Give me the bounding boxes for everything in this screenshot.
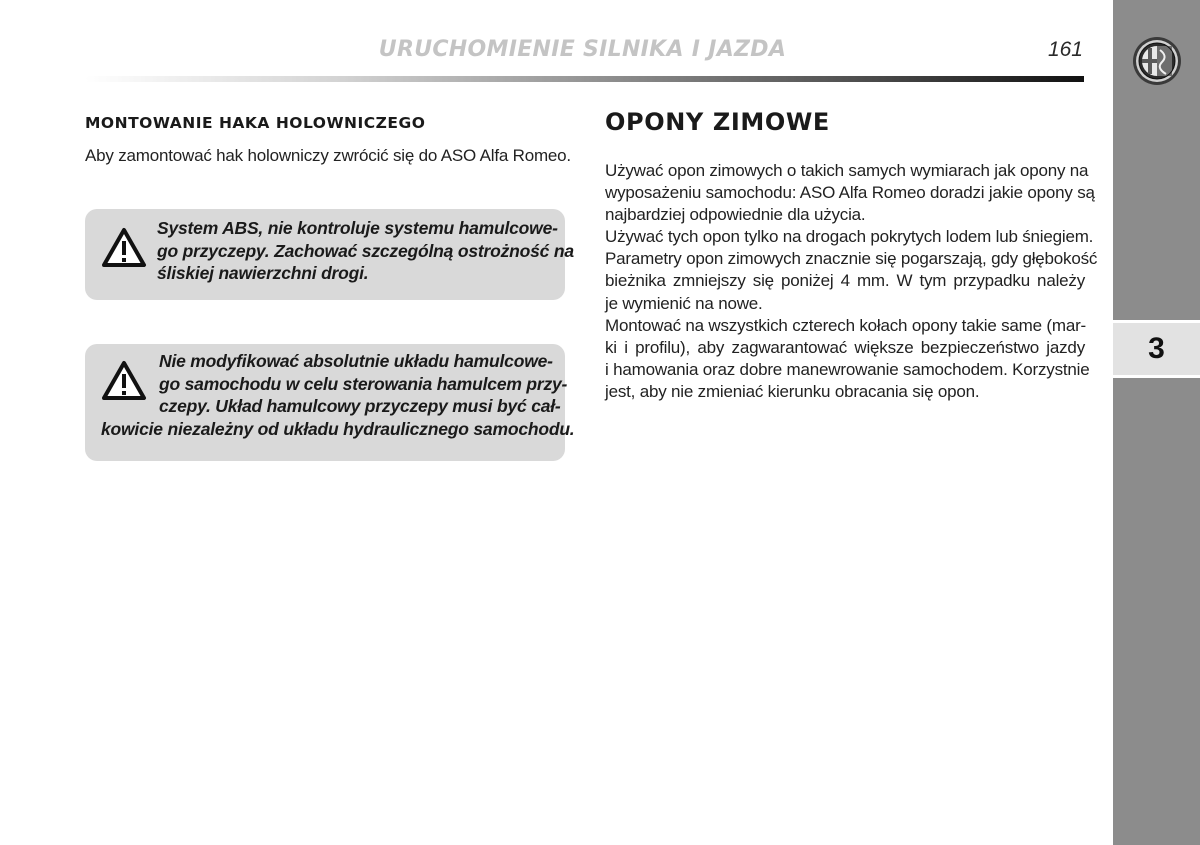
text-line: wyposażeniu samochodu: ASO Alfa Romeo doradzi jakie opony są <box>605 183 1095 203</box>
text-line: Używać tych opon tylko na drogach pokrytych lodem lub śniegiem. <box>605 227 1094 247</box>
paragraph <box>605 226 1098 314</box>
chapter-sidebar <box>1113 0 1200 845</box>
warning-box-abs <box>85 209 574 300</box>
section-heading-towing-hook: MONTOWANIE HAKA HOLOWNICZEGO <box>85 114 426 132</box>
warning-line: czepy. Układ hamulcowy przyczepy musi być cał- <box>159 396 561 416</box>
brand-logo-icon <box>1132 36 1182 86</box>
warning-line: śliskiej nawierzchni drogi. <box>157 263 369 283</box>
text-line: najbardziej odpowiednie dla użycia. <box>605 205 866 225</box>
warning-box-brake-system <box>85 344 575 461</box>
text-line: Montować na wszystkich czterech kołach opony takie same (mar- <box>605 315 1086 335</box>
warning-line: kowicie niezależny od układu hydraulicznego samochodu. <box>101 418 575 439</box>
towing-hook-intro: Aby zamontować hak holowniczy zwrócić się do ASO Alfa Romeo. <box>85 146 571 165</box>
warning-line: System ABS, nie kontroluje systemu hamulcowe- <box>157 218 558 238</box>
warning-text-abs <box>157 217 574 285</box>
warning-triangle-icon <box>101 227 147 269</box>
text-line: i hamowania oraz dobre manewrowanie samochodem. Korzystnie <box>605 359 1090 379</box>
text-line: Parametry opon zimowych znacznie się pogarszają, gdy głębokość <box>605 249 1098 269</box>
warning-line: go przyczepy. Zachować szczególną ostrożność na <box>157 240 574 261</box>
header-rule <box>85 76 1084 82</box>
warning-line: go samochodu w celu sterowania hamulcem przy- <box>159 373 568 394</box>
text-line: ki i profilu), aby zagwarantować większe bezpieczeństwo jazdy <box>605 337 1085 357</box>
paragraph <box>605 315 1090 403</box>
page-number: 161 <box>1047 38 1083 61</box>
warning-line: Nie modyfikować absolutnie układu hamulcowe- <box>159 351 553 371</box>
warning-text-brake-system <box>101 350 575 440</box>
text-line: jest, aby nie zmieniać kierunku obracania się opon. <box>605 381 980 401</box>
page-header-title: URUCHOMIENIE SILNIKA I JAZDA <box>378 37 787 62</box>
text-line: je wymienić na nowe. <box>605 293 763 313</box>
chapter-tab[interactable] <box>1113 320 1200 378</box>
text-line: bieżnika zmniejszy się poniżej 4 mm. W tym przypadku należy <box>605 271 1085 291</box>
chapter-number: 3 <box>1148 332 1165 365</box>
warning-triangle-icon <box>101 360 147 402</box>
section-heading-winter-tyres: OPONY ZIMOWE <box>605 108 830 136</box>
text-line: Używać opon zimowych o takich samych wymiarach jak opony na <box>605 161 1089 180</box>
winter-tyres-body <box>605 160 1098 403</box>
paragraph <box>605 160 1095 226</box>
